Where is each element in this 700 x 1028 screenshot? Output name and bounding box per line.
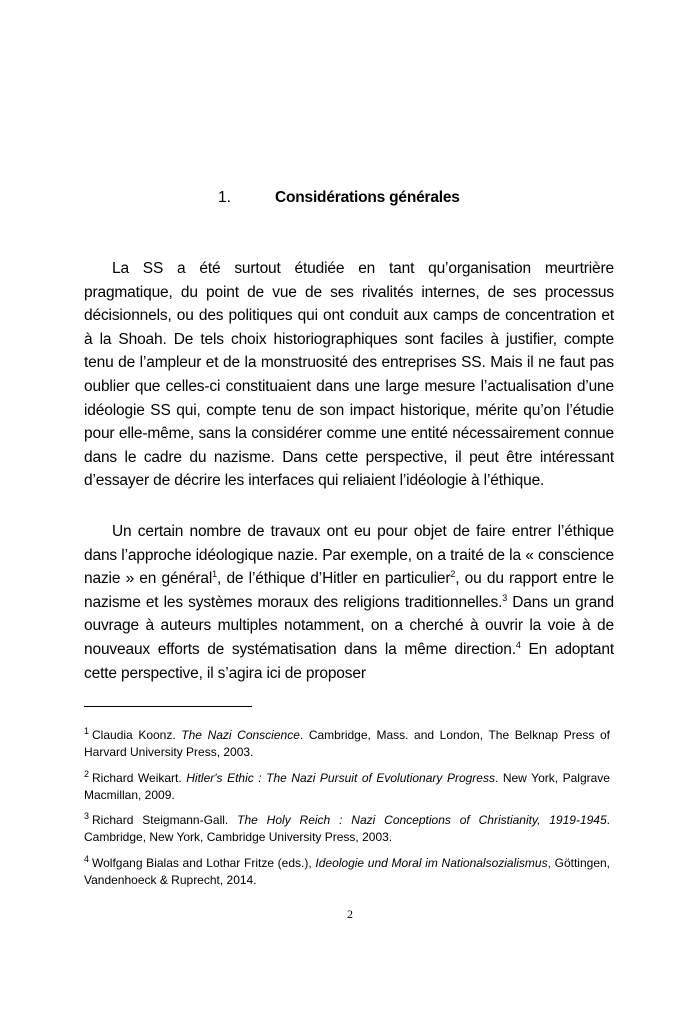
footnote-mark: 1: [84, 726, 90, 736]
footnote-4: [84, 855, 610, 889]
footnote-author: Wolfgang Bialas and Lothar Fritze (eds.),: [92, 856, 316, 870]
paragraph-2-text: , ou du rapport entre le nazisme et les systèmes moraux des religions traditionnelles.: [84, 570, 614, 611]
footnote-separator: [84, 706, 252, 707]
paragraph-2: [84, 520, 614, 685]
footnote-book-title: The Nazi Conscience: [181, 728, 300, 742]
page-number: 2: [347, 907, 353, 921]
footnote-author: Claudia Koonz.: [92, 728, 182, 742]
footnote-publication: . New York, Palgrave Macmillan, 2009.: [84, 771, 610, 802]
footnote-publication: . Cambridge, New York, Cambridge University Press, 2003.: [84, 813, 610, 844]
footnote-book-title: The Holy Reich : Nazi Conceptions of Christianity, 1919-1945: [237, 813, 607, 827]
footnote-mark: 3: [84, 811, 90, 821]
section-number: 1.: [218, 189, 231, 206]
footnote-ref-4[interactable]: 4: [515, 639, 521, 650]
footnote-book-title: Hitler's Ethic : The Nazi Pursuit of Evolutionary Progress: [186, 771, 495, 785]
paragraph-2-text: Dans un grand ouvrage à auteurs multiples notamment, on a cherché à ouvrir la voie à de nouveaux efforts de systématisation dans la même direction.: [84, 593, 614, 658]
footnote-mark: 2: [84, 769, 90, 779]
footnote-ref-3[interactable]: 3: [502, 592, 508, 603]
paragraph-1: La SS a été surtout étudiée en tant qu’organisation meurtrière pragmatique, du point de vue de ses rivalités internes, de ses processus décisionnels, ou des politiques qui ont conduit aux camps de concentration et à la Shoah. De tels choix historiographiques sont faciles à justifier, compte tenu de l’ampleur et de la monstruosité des entreprises SS. Mais il ne faut pas oublier que celles-ci constituaient dans une large mesure l’actualisation d’une idéologie SS qui, compte tenu de son impact historique, mérite qu’on l’étudie pour elle-même, sans la considérer comme une entité nécessairement connue dans le cadre du nazisme. Dans cette perspective, il peut être intéressant d’essayer de décrire les interfaces qui reliaient l’idéologie à l’éthique.: [84, 260, 614, 490]
section-title: Considérations générales: [275, 189, 460, 206]
footnote-author: Richard Steigmann-Gall.: [92, 813, 238, 827]
paragraph-2-text: , de l’éthique d’Hitler en particulier: [217, 570, 451, 588]
paragraph-2-text: Un certain nombre de travaux ont eu pour objet de faire entrer l’éthique dans l’approche idéologique nazie. Par exemple, on a traité de la « conscience nazie » en général: [84, 523, 614, 588]
paragraph-2-text: En adoptant cette perspective, il s’agira ici de proposer: [84, 640, 614, 682]
footnote-ref-1[interactable]: 1: [212, 569, 218, 580]
footnote-book-title: Ideologie und Moral im Nationalsozialismus: [315, 856, 548, 870]
footnote-publication: . Cambridge, Mass. and London, The Belknap Press of Harvard University Press, 2003.: [84, 728, 610, 759]
footnote-ref-2[interactable]: 2: [450, 569, 456, 580]
footnote-author: Richard Weikart.: [92, 771, 187, 785]
footnote-publication: , Göttingen, Vandenhoeck & Ruprecht, 2014.: [84, 856, 611, 887]
footnote-1: [84, 727, 610, 761]
footnote-mark: 4: [84, 854, 90, 864]
footnote-3: [84, 812, 610, 846]
footnote-2: [84, 770, 610, 804]
